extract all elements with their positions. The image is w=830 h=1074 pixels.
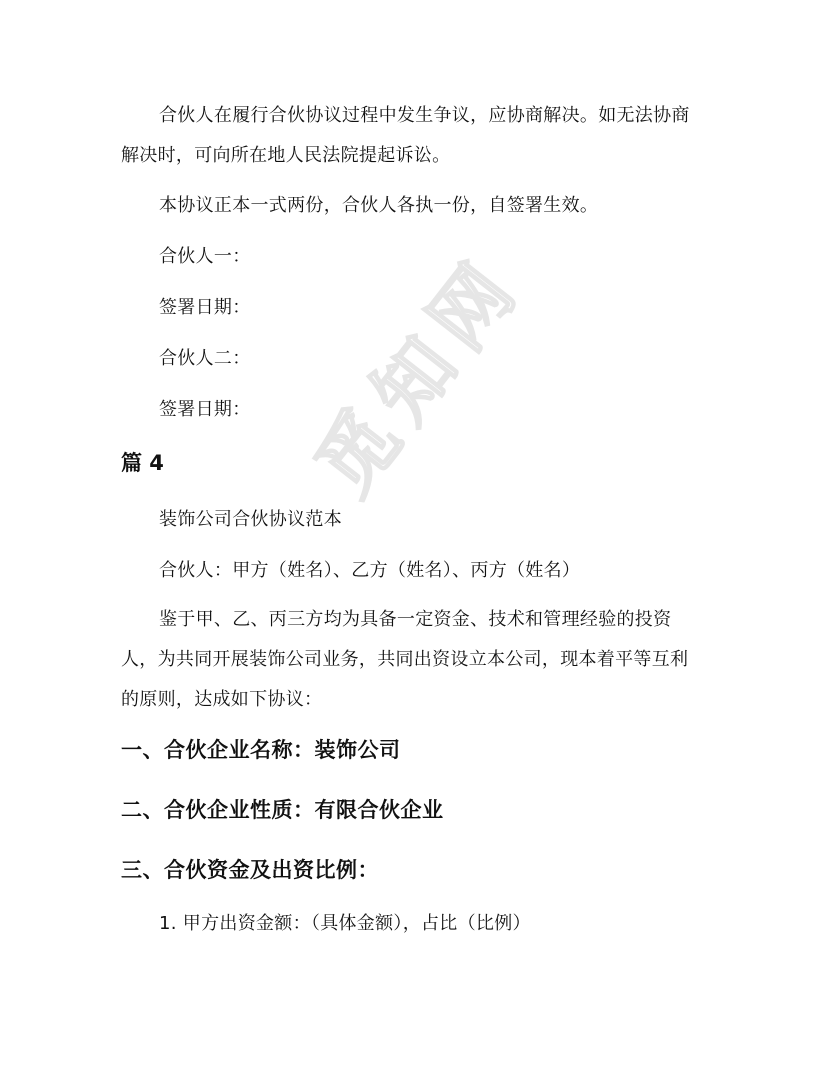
sign-date-one-label: 签署日期： (159, 297, 251, 318)
parties-line: 合伙人：甲方（姓名）、乙方（姓名）、丙方（姓名） (159, 560, 581, 581)
watermark: 觅知网 (299, 238, 541, 512)
partner-two-label: 合伙人二： (159, 348, 251, 369)
clause-three-heading: 三、合伙资金及出资比例： (121, 858, 379, 882)
article-title: 装饰公司合伙协议范本 (159, 509, 342, 530)
paragraph-copies: 本协议正本一式两份，合伙人各执一份，自签署生效。 (159, 195, 599, 216)
clause-one-heading: 一、合伙企业名称：装饰公司 (121, 738, 401, 762)
preamble-paragraph: 鉴于甲、乙、丙三方均为具备一定资金、技术和管理经验的投资人，为共同开展装饰公司业务，共同出资设立本公司，现本着平等互利的原则，达成如下协议： (121, 609, 689, 710)
clause-two-heading: 二、合伙企业性质：有限合伙企业 (121, 798, 444, 822)
partner-one-label: 合伙人一： (159, 246, 251, 267)
paragraph-dispute: 合伙人在履行合伙协议过程中发生争议，应协商解决。如无法协商解决时，可向所在地人民法院提起诉讼。 (121, 105, 690, 166)
sign-date-two-label: 签署日期： (159, 399, 251, 420)
section-heading: 篇 4 (121, 451, 164, 475)
list-item-capital-a: 1. 甲方出资金额：（具体金额），占比（比例） (159, 913, 531, 934)
